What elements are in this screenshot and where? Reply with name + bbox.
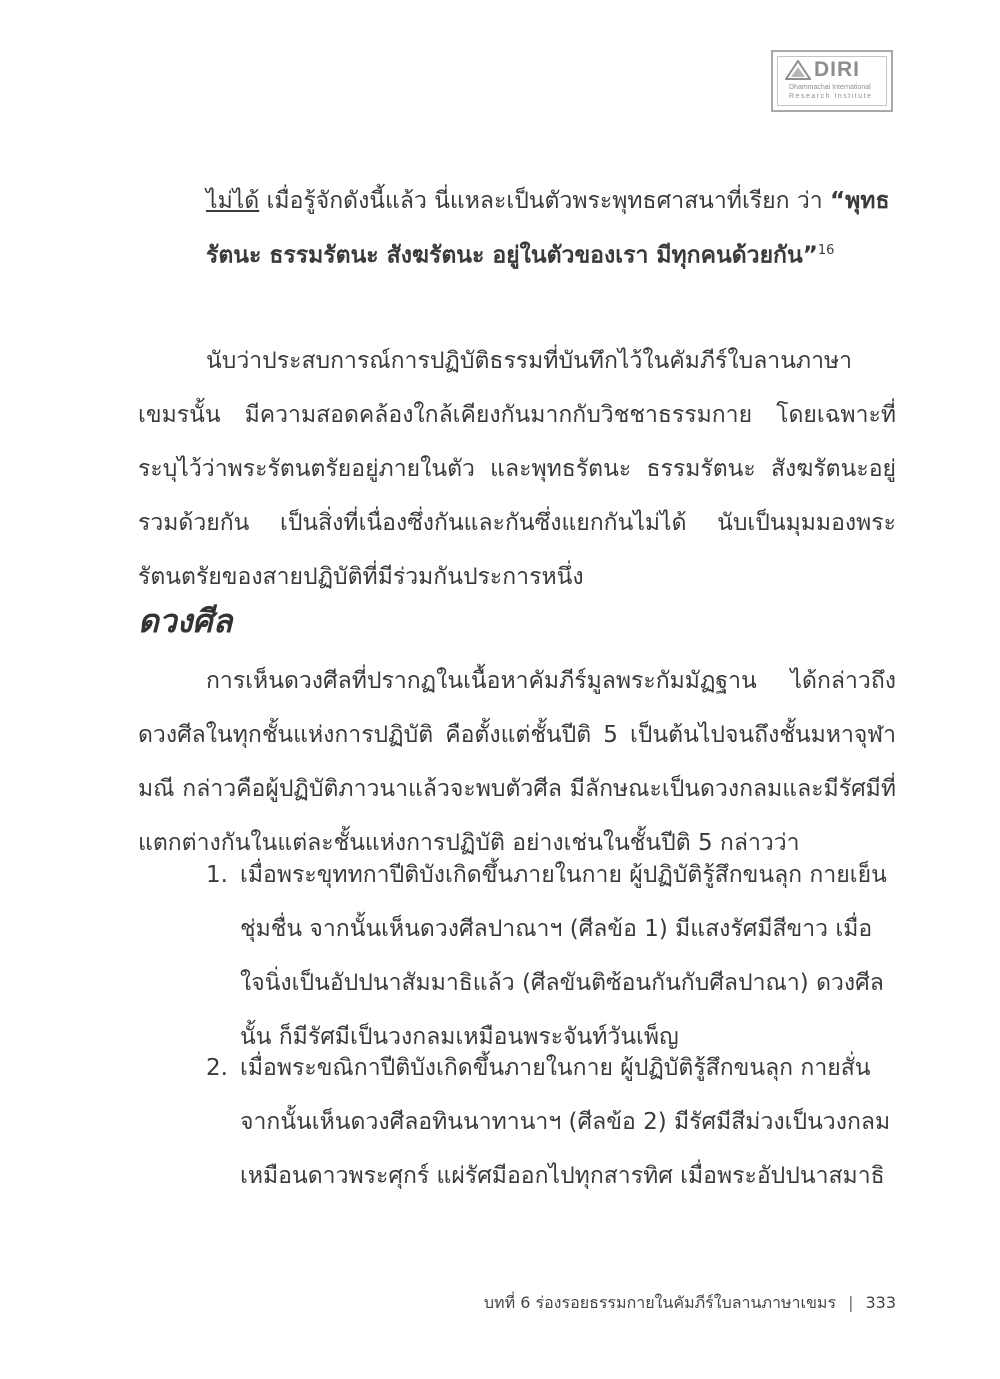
numbered-list (206, 1041, 896, 1203)
quote-block (206, 176, 906, 281)
list-item (206, 848, 896, 1064)
list-item-text: เมื่อพระขณิกาปีติบังเกิดขึ้นภายในกาย ผู้ปฏิบัติรู้สึกขนลุก กายสั่นจากนั้นเห็นดวงศีลอทินนาทานาฯ (ศีลข้อ 2) มีรัศมีสีม่วงเป็นวงกลมเหมือนดาวพระศุกร์ แผ่รัศมีออกไปทุกสารทิศ เมื่อพระอัปปนาสมาธิ (240, 1055, 891, 1189)
list-item-number: 1. (206, 862, 228, 888)
chapter-title: บทที่ 6 ร่องรอยธรรมกายในคัมภีร์ใบลานภาษาเขมร (483, 1293, 837, 1312)
diri-logo (771, 50, 893, 112)
triangle-icon (785, 60, 811, 80)
paragraph-1 (138, 334, 896, 604)
list-item-number: 2. (206, 1055, 228, 1081)
section-heading: ดวงศีล (138, 602, 233, 640)
paragraph-2 (138, 654, 896, 870)
quote-bold: “พุทธรัตนะ ธรรมรัตนะ สังฆรัตนะ อยู่ในตัวของเรา มีทุกคนด้วยกัน” (206, 188, 890, 269)
logo-line1: Dhammachai International (789, 84, 871, 91)
paragraph-1-text: นับว่าประสบการณ์การปฏิบัติธรรมที่บันทึกไว้ในคัมภีร์ใบลานภาษาเขมรนั้น มีความสอดคล้องใกล้เคียงกันมากกับวิชชาธรรมกาย โดยเฉพาะที่ระบุไว้ว่าพระรัตนตรัยอยู่ภายในตัว และพุทธรัตนะ ธรรมรัตนะ สังฆรัตนะอยู่รวมด้วยกัน เป็นสิ่งที่เนื่องซึ่งกันและกันซึ่งแยกกันไม่ได้ นับเป็นมุมมองพระรัตนตรัยของสายปฏิบัติที่มีร่วมกันประการหนึ่ง (138, 348, 896, 590)
logo-line2: Research Institute (789, 93, 873, 100)
logo-name: DIRI (814, 58, 860, 81)
footer-separator: | (848, 1293, 854, 1312)
paragraph-2-text: การเห็นดวงศีลที่ปรากฏในเนื้อหาคัมภีร์มูลพระกัมมัฏฐาน ได้กล่าวถึงดวงศีลในทุกชั้นแห่งการปฏิบัติ คือตั้งแต่ชั้นปีติ 5 เป็นต้นไปจนถึงชั้นมหาจุฬามณี กล่าวคือผู้ปฏิบัติภาวนาแล้วจะพบตัวศีล มีลักษณะเป็นดวงกลมและมีรัศมีที่แตกต่างกันในแต่ละชั้นแห่งการปฏิบัติ อย่างเช่นในชั้นปีติ 5 กล่าวว่า (138, 668, 896, 856)
numbered-list (206, 848, 896, 1064)
quote-paragraph (206, 176, 906, 281)
list-item-text: เมื่อพระขุททกาปีติบังเกิดขึ้นภายในกาย ผู้ปฏิบัติรู้สึกขนลุก กายเย็นชุ่มชื่น จากนั้นเห็นดวงศีลปาณาฯ (ศีลข้อ 1) มีแสงรัศมีสีขาว เมื่อใจนิ่งเป็นอัปปนาสัมมาธิแล้ว (ศีลขันติซ้อนกันกับศีลปาณา) ดวงศีลนั้น ก็มีรัศมีเป็นวงกลมเหมือนพระจันท์วันเพ็ญ (240, 862, 887, 1050)
page-number: 333 (865, 1293, 896, 1312)
quote-lead: ว่า (796, 188, 831, 214)
list-item (206, 1041, 896, 1203)
quote-underlined: ไม่ได้ (206, 188, 260, 214)
page-footer (484, 1291, 896, 1316)
quote-text: เมื่อรู้จักดังนี้แล้ว นี่แหละเป็นตัวพระพุทธศาสนาที่เรียก (259, 188, 790, 214)
footnote-ref: 16 (817, 243, 835, 258)
